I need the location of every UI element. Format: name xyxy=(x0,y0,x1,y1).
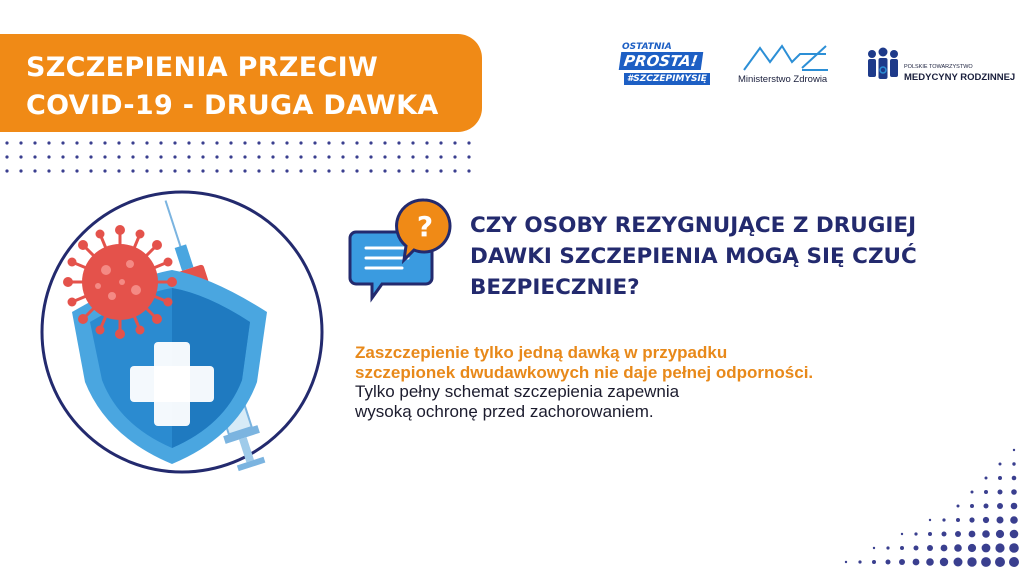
page-title-line1: SZCZEPIENIA PRZECIW xyxy=(26,52,379,83)
campaign-logo-line2: PROSTA! xyxy=(619,52,703,70)
speech-bubble-question-icon xyxy=(348,196,452,306)
campaign-logo xyxy=(614,40,714,92)
answer-highlight-line1: Zaszczepienie tylko jedną dawką w przypadku xyxy=(355,343,728,362)
question-line1: CZY OSOBY REZYGNUJĄCE Z DRUGIEJ xyxy=(470,213,917,238)
question-heading xyxy=(470,210,1010,303)
ministry-logo-label: Ministerstwo Zdrowia xyxy=(738,74,828,85)
dot-pattern-top xyxy=(0,136,480,180)
ministry-logo-icon xyxy=(740,40,836,74)
answer-highlight-line2: szczepionek dwudawkowych nie daje pełnej odporności. xyxy=(355,362,814,382)
svg-text:?: ? xyxy=(416,210,434,243)
question-line2: DAWKI SZCZEPIENIA MOGĄ SIĘ CZUĆ xyxy=(470,244,917,269)
society-logo-big: MEDYCYNY RODZINNEJ xyxy=(904,72,1016,83)
answer-normal-line2: wysoką ochronę przed zachorowaniem. xyxy=(355,401,654,421)
vaccine-illustration xyxy=(22,182,342,502)
society-logo-icon xyxy=(864,44,902,84)
campaign-logo-line1: OSTATNIA xyxy=(622,42,672,52)
dot-pattern-bottom xyxy=(824,440,1024,576)
campaign-hashtag: #SZCZEPIMYSIĘ xyxy=(624,73,710,85)
answer-normal-line1: Tylko pełny schemat szczepienia zapewnia xyxy=(355,382,680,401)
society-logo-small: POLSKIE TOWARZYSTWO xyxy=(904,64,973,70)
question-line3: BEZPIECZNIE? xyxy=(470,275,640,300)
answer-text xyxy=(355,343,975,421)
page-title-line2: COVID-19 - DRUGA DAWKA xyxy=(26,90,439,121)
virus-icon xyxy=(63,225,177,339)
